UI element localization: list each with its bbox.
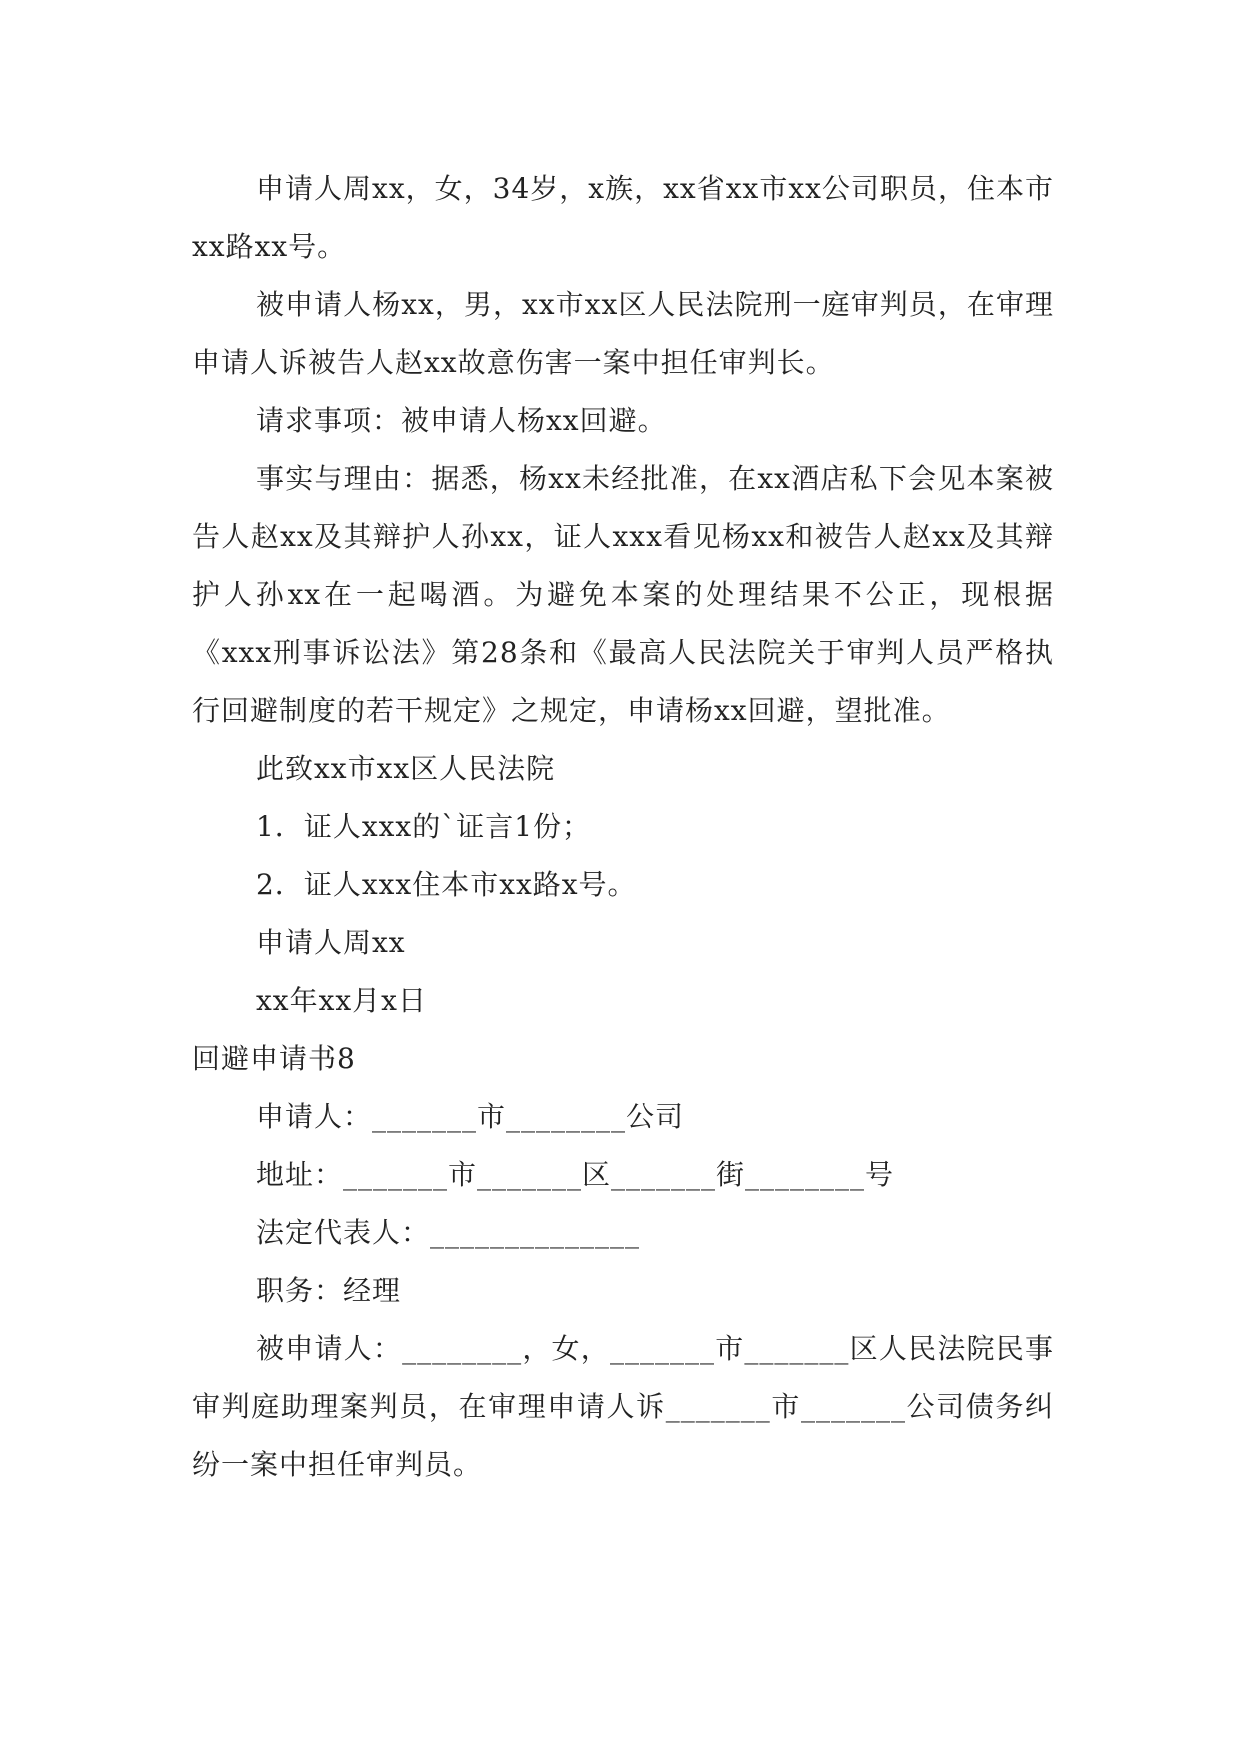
paragraph-date: xx年xx月x日: [256, 984, 427, 1017]
paragraph-form-position: 职务：经理: [256, 1274, 402, 1307]
paragraph-form-address: 地址：_______市_______区_______街________号: [256, 1158, 895, 1191]
paragraph-form-legal-rep: 法定代表人：______________: [256, 1216, 641, 1249]
section-heading: 回避申请书8: [192, 1042, 356, 1075]
paragraph-signature: 申请人周xx: [256, 926, 406, 959]
paragraph-respondent: 被申请人杨xx，男，xx市xx区人民法院刑一庭审判员，在审理申请人诉被告人赵xx故意伤害一案中担任审判长。: [192, 288, 1054, 379]
paragraph-addressee: 此致xx市xx区人民法院: [256, 752, 556, 785]
document-body: [192, 160, 1054, 1494]
paragraph-facts-reasons: 事实与理由：据悉，杨xx未经批准，在xx酒店私下会见本案被告人赵xx及其辩护人孙xx，证人xxx看见杨xx和被告人赵xx及其辩护人孙xx在一起喝酒。为避免本案的处理结果不公正，现根据《xxx刑事诉讼法》第28条和《最高人民法院关于审判人员严格执行回避制度的若干规定》之规定，申请杨xx回避，望批准。: [192, 462, 1054, 727]
paragraph-request: 请求事项：被申请人杨xx回避。: [256, 404, 667, 437]
paragraph-form-respondent: 被申请人：________，女，_______市_______区人民法院民事审判庭助理案判员，在审理申请人诉_______市_______公司债务纠纷一案中担任审判员。: [192, 1332, 1054, 1481]
paragraph-evidence-1: 1．证人xxx的`证言1份；: [256, 810, 592, 843]
paragraph-applicant: 申请人周xx，女，34岁，x族，xx省xx市xx公司职员，住本市xx路xx号。: [192, 172, 1054, 263]
paragraph-form-applicant: 申请人：_______市________公司: [256, 1100, 685, 1133]
paragraph-evidence-2: 2．证人xxx住本市xx路x号。: [256, 868, 637, 901]
